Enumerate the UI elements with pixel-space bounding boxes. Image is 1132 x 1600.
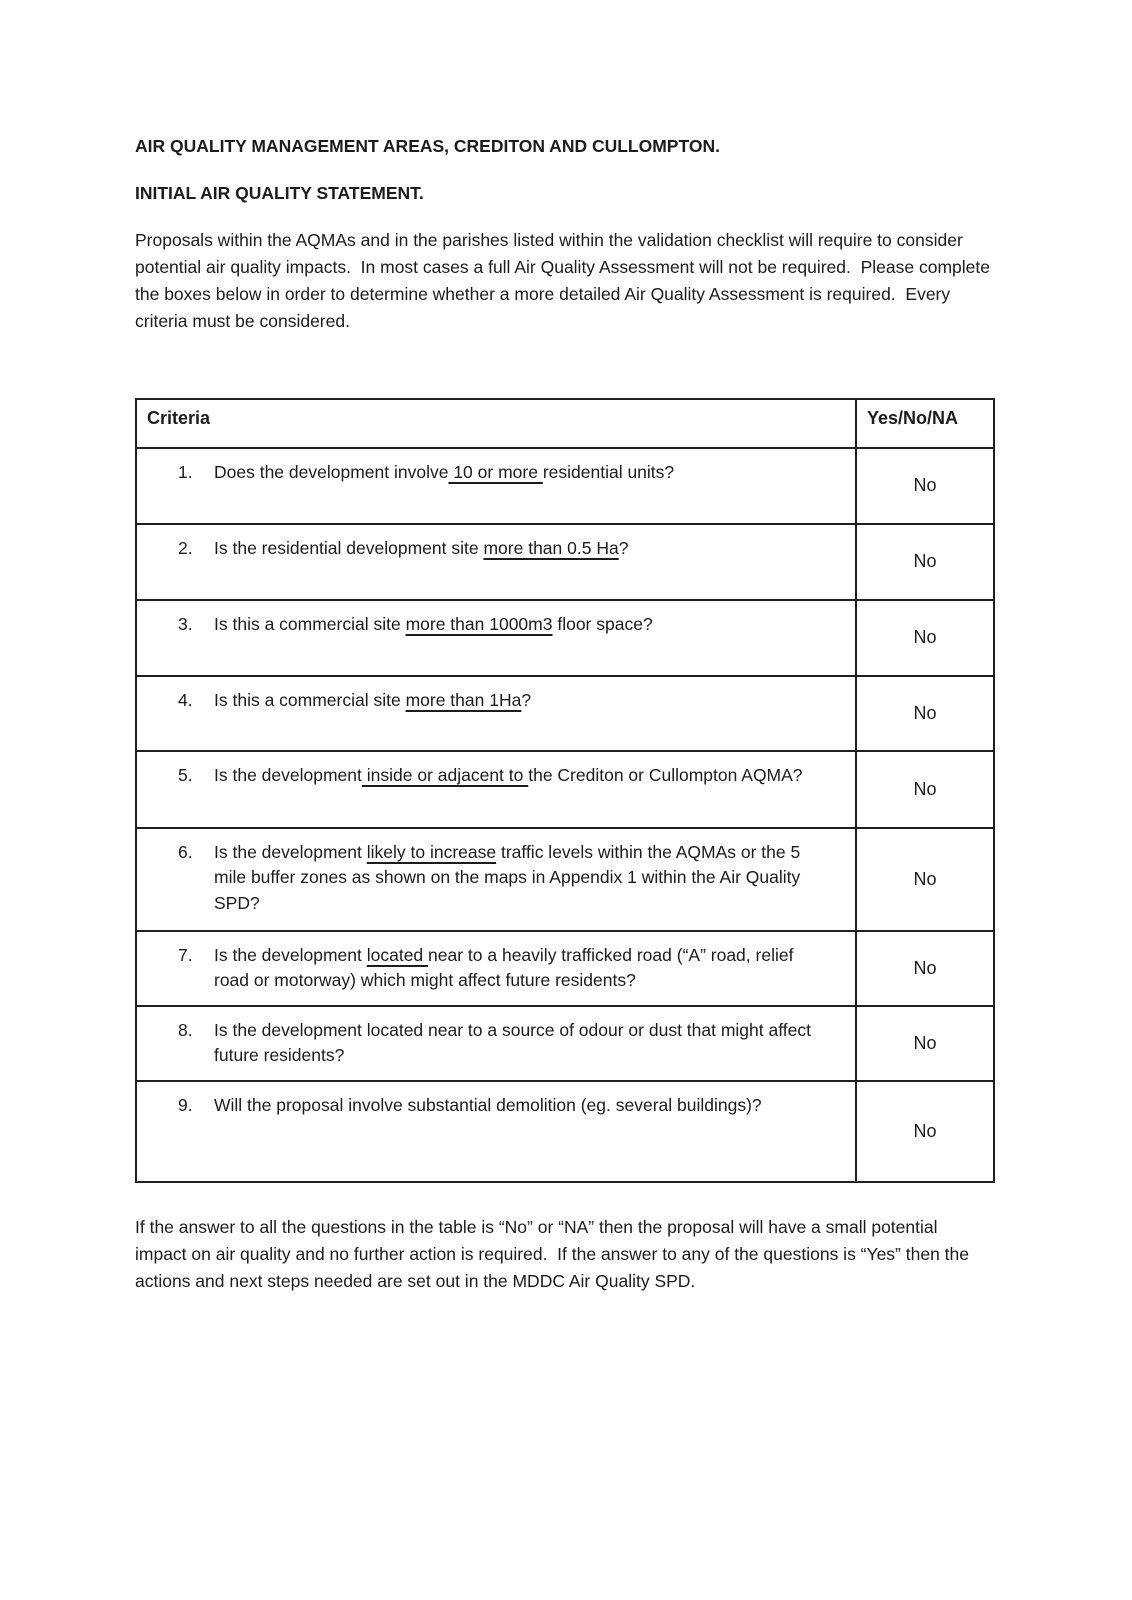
answer-cell: No bbox=[856, 1006, 994, 1081]
page-subtitle: INITIAL AIR QUALITY STATEMENT. bbox=[135, 182, 424, 203]
question-text bbox=[214, 1093, 829, 1119]
underlined-text: more than 1000m3 bbox=[405, 613, 553, 634]
answer-cell: No bbox=[856, 931, 994, 1006]
text-segment: floor space? bbox=[552, 613, 653, 634]
question-cell bbox=[136, 828, 856, 931]
question-number: 6. bbox=[178, 841, 193, 862]
criteria-row bbox=[136, 751, 994, 828]
question-text bbox=[214, 840, 829, 917]
text-segment: Is the residential development site bbox=[214, 537, 484, 558]
criteria-row bbox=[136, 676, 994, 751]
question-text bbox=[214, 688, 829, 714]
question-text bbox=[214, 536, 829, 562]
answer-column-header: Yes/No/NA bbox=[856, 399, 994, 448]
question-wrap bbox=[137, 1082, 855, 1119]
underlined-text: more than 1Ha bbox=[405, 689, 522, 710]
question-number: 9. bbox=[178, 1094, 193, 1115]
text-segment: Does the development involve bbox=[214, 461, 449, 482]
document-page bbox=[135, 0, 993, 1295]
text-segment: Is the development bbox=[214, 841, 367, 862]
page-title: AIR QUALITY MANAGEMENT AREAS, CREDITON AND CULLOMPTON. bbox=[135, 136, 720, 156]
question-wrap bbox=[137, 525, 855, 562]
question-cell bbox=[136, 1006, 856, 1081]
answer-cell: No bbox=[856, 600, 994, 676]
question-number: 3. bbox=[178, 613, 193, 634]
text-segment: Is the development bbox=[214, 764, 362, 785]
criteria-row bbox=[136, 600, 994, 676]
criteria-table bbox=[135, 398, 995, 1183]
answer-cell: No bbox=[856, 524, 994, 600]
question-cell bbox=[136, 676, 856, 751]
text-segment: Is the development bbox=[214, 944, 367, 965]
answer-cell: No bbox=[856, 676, 994, 751]
criteria-row bbox=[136, 524, 994, 600]
question-cell bbox=[136, 1081, 856, 1182]
question-number: 2. bbox=[178, 537, 193, 558]
criteria-row bbox=[136, 931, 994, 1006]
answer-cell: No bbox=[856, 828, 994, 931]
question-text bbox=[214, 763, 829, 789]
text-segment: ? bbox=[618, 537, 629, 558]
question-wrap bbox=[137, 1007, 855, 1069]
question-cell bbox=[136, 931, 856, 1006]
question-wrap bbox=[137, 829, 855, 917]
criteria-row bbox=[136, 828, 994, 931]
question-cell bbox=[136, 448, 856, 524]
criteria-table-header bbox=[136, 399, 994, 448]
criteria-row bbox=[136, 1081, 994, 1182]
underlined-text: located bbox=[366, 944, 429, 965]
question-text bbox=[214, 612, 829, 638]
answer-cell: No bbox=[856, 751, 994, 828]
question-number: 7. bbox=[178, 944, 193, 965]
text-segment: the Crediton or Cullompton AQMA? bbox=[528, 764, 803, 785]
question-number: 8. bbox=[178, 1019, 193, 1040]
question-text bbox=[214, 460, 829, 486]
question-wrap bbox=[137, 601, 855, 638]
question-wrap bbox=[137, 932, 855, 994]
question-text bbox=[214, 1018, 829, 1069]
question-wrap bbox=[137, 752, 855, 789]
question-cell bbox=[136, 751, 856, 828]
underlined-text: likely to increase bbox=[366, 841, 497, 862]
question-wrap bbox=[137, 449, 855, 486]
answer-cell: No bbox=[856, 448, 994, 524]
question-number: 1. bbox=[178, 461, 193, 482]
underlined-text: inside or adjacent to bbox=[361, 764, 529, 785]
underlined-text: 10 or more bbox=[448, 461, 543, 482]
text-segment: residential units? bbox=[542, 461, 675, 482]
text-segment: Is this a commercial site bbox=[214, 613, 406, 634]
criteria-row bbox=[136, 448, 994, 524]
text-segment: Is this a commercial site bbox=[214, 689, 406, 710]
criteria-column-header: Criteria bbox=[136, 399, 856, 448]
text-segment: traffic levels within the AQMAs or the 5 mile buffer zones as shown on the maps in Appendix 1 within the Air Quality SPD? bbox=[214, 841, 801, 913]
question-number: 5. bbox=[178, 764, 193, 785]
header-row bbox=[136, 399, 994, 448]
criteria-row bbox=[136, 1006, 994, 1081]
question-text bbox=[214, 943, 829, 994]
answer-cell: No bbox=[856, 1081, 994, 1182]
question-number: 4. bbox=[178, 689, 193, 710]
intro-paragraph: Proposals within the AQMAs and in the parishes listed within the validation checklist will require to consider potential air quality impacts. In most cases a full Air Quality Assessment will not be required. Please complete the boxes below in order to determine whether a more detailed Air Quality Assessment is required. Every criteria must be considered. bbox=[135, 229, 995, 331]
text-segment: Is the development located near to a source of odour or dust that might affect future residents? bbox=[214, 1019, 811, 1066]
text-segment: Will the proposal involve substantial demolition (eg. several buildings)? bbox=[214, 1094, 762, 1115]
criteria-table-body bbox=[136, 448, 994, 1182]
text-segment: near to a heavily trafficked road (“A” road, relief road or motorway) which might affect future residents? bbox=[214, 944, 794, 991]
question-cell bbox=[136, 524, 856, 600]
closing-paragraph: If the answer to all the questions in the table is “No” or “NA” then the proposal will have a small potential impact on air quality and no further action is required. If the answer to any of the questions is “Yes” then the actions and next steps needed are set out in the MDDC Air Quality SPD. bbox=[135, 1216, 974, 1291]
question-cell bbox=[136, 600, 856, 676]
underlined-text: more than 0.5 Ha bbox=[483, 537, 619, 558]
text-segment: ? bbox=[521, 689, 532, 710]
question-wrap bbox=[137, 677, 855, 714]
